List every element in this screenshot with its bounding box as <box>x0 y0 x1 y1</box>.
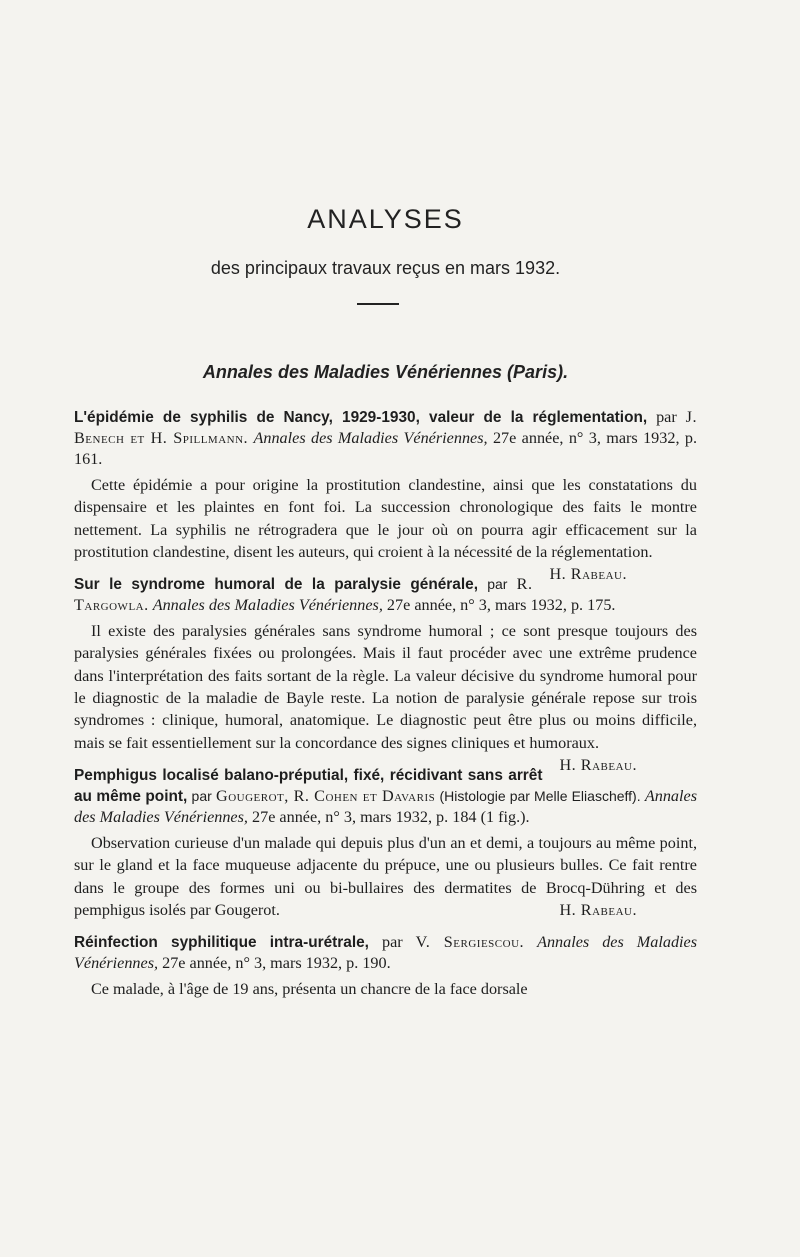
abstract-entry <box>74 765 697 921</box>
abstract-by: par <box>191 787 212 804</box>
abstract-journal: Annales des Maladies Vénériennes, <box>74 786 697 826</box>
abstract-body: Il existe des paralysies générales sans syndrome humoral ; ce sont presque toujours des paralysies générales fixées ou prolongées. Mais il faut procéder avec une extrême prudence dans l'interprétation des faits sortant de la règle. La valeur décisive du syndrome humoral pour le diagnostic de la maladie de Bayle reste. La notion de paralysie générale repose sur trois syndromes : clinique, humoral, anatomique. Le diagnostic peut être plus ou moins difficile, mais se fait essentiellement sur la concordance des signes cliniques et humoraux. <box>74 622 697 752</box>
abstract-by: par <box>487 576 508 593</box>
abstract-reference: 27e année, n° 3, mars 1932, p. 175. <box>386 596 616 615</box>
abstract-reference: 27e année, n° 3, mars 1932, p. 161. <box>74 429 697 468</box>
title-divider <box>357 303 399 305</box>
abstract-title: Réinfection syphilitique intra-urétrale, <box>74 934 369 952</box>
abstract-by: par <box>381 933 403 952</box>
abstract-body: Cette épidémie a pour origine la prostitution clandestine, ainsi que les constatations du dispensaire et les plaintes en font foi. La succession chronologique des faits le montre nettement. La syphilis ne rétrogradera que le jour où on pourra agir efficacement sur la prostitution clandestine, disent les auteurs, qui croient à la nécessité de la réglementation. <box>74 476 697 561</box>
abstract-title: Sur le syndrome humoral de la paralysie générale, <box>74 576 478 594</box>
abstract-journal: Annales des Maladies Vénériennes, <box>253 429 488 447</box>
abstract-entry <box>74 932 697 1000</box>
page-subtitle: des principaux travaux reçus en mars 1932. <box>210 258 561 278</box>
abstract-signature: H. Rabeau. <box>559 755 637 774</box>
abstract-journal: Annales des Maladies Vénériennes, <box>74 933 698 973</box>
abstract-body: Observation curieuse d'un malade qui depuis plus d'un an et demi, a toujours au même point, sur le gland et la face muqueuse adjacente du prépuce, une ou plusieurs bulles. Ce fait rentre dans le groupe des formes uni ou bi-bullaires des dermatites de Brocq-Dühring et des pemphigus isolés par Gougerot. <box>74 833 697 919</box>
abstract-list <box>74 407 697 1011</box>
abstract-signature: H. Rabeau. <box>549 565 627 584</box>
journal-heading: Annales des Maladies Vénériennes (Paris). <box>202 362 569 382</box>
abstract-journal: Annales des Maladies Vénériennes, <box>152 596 383 615</box>
page-title: ANALYSES <box>307 204 464 234</box>
abstract-by: par <box>656 408 677 426</box>
abstract-entry <box>74 407 698 584</box>
abstract-entry <box>74 574 697 774</box>
abstract-title: L'épidémie de syphilis de Nancy, 1929-1930, valeur de la réglementation, <box>74 409 648 426</box>
abstract-histology-note: (Histologie par Melle Eliascheff). <box>439 787 641 804</box>
abstract-authors: R. Targowla. <box>74 575 533 615</box>
document-page <box>74 0 697 1257</box>
abstract-reference: 27e année, n° 3, mars 1932, p. 184 (1 fig.). <box>252 807 530 826</box>
abstract-signature: H. Rabeau. <box>559 900 637 919</box>
abstract-reference: 27e année, n° 3, mars 1932, p. 190. <box>162 954 391 973</box>
abstract-authors: Gougerot, R. Cohen et Davaris <box>216 786 436 805</box>
abstract-body: Ce malade, à l'âge de 19 ans, présenta un chancre de la face dorsale <box>91 980 528 999</box>
abstract-authors: J. Benech et H. Spillmann. <box>74 408 698 447</box>
abstract-title: Pemphigus localisé balano-préputial, fixé, récidivant sans arrêt au même point, <box>74 766 543 805</box>
abstract-authors: V. Sergiescou. <box>415 933 525 952</box>
